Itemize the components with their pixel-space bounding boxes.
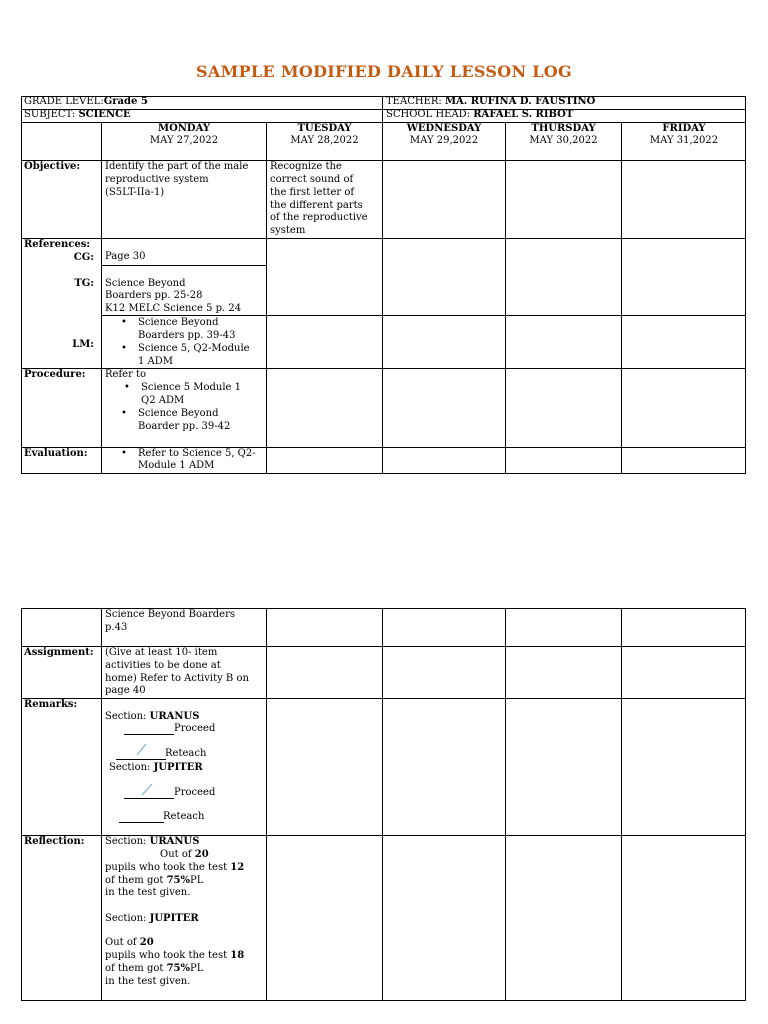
objective-tuesday-line: the first letter of	[270, 187, 355, 198]
tg-label: TG:	[74, 278, 94, 289]
assignment-line: page 40	[105, 685, 146, 696]
subject-label: SUBJECT:	[24, 109, 79, 120]
pupils-line	[105, 862, 244, 875]
pupils-label: pupils who took the test	[105, 862, 231, 873]
of-them-label: of them got	[105, 963, 167, 974]
procedure-item-line: Q2 ADM	[141, 395, 185, 406]
objective-tuesday-line: of the reproductive	[270, 212, 368, 223]
reflection-label: Reflection:	[24, 836, 85, 847]
section-label: Section:	[109, 762, 154, 773]
evaluation-label: Evaluation:	[24, 448, 88, 459]
objective-tuesday-line: correct sound of	[270, 174, 354, 185]
lm-item-line: • Science Beyond	[138, 317, 218, 330]
section-label: Section:	[105, 836, 150, 847]
objective-tuesday-line: Recognize the	[270, 161, 342, 172]
section-label: Section:	[105, 711, 150, 722]
passed-count: 12	[230, 862, 245, 873]
section-uranus	[105, 836, 199, 849]
lm-label: LM:	[72, 339, 94, 350]
grade-value: Grade 5	[103, 96, 148, 107]
pl-percent: 75%	[166, 963, 190, 974]
subject-value: SCIENCE	[78, 109, 131, 120]
objective-tuesday-line: system	[270, 225, 306, 236]
procedure-item-line: Boarder pp. 39-42	[138, 421, 231, 432]
pl-suffix: PL	[189, 875, 204, 886]
cg-value: Page 30	[105, 251, 146, 262]
pl-percent: 75%	[166, 875, 190, 886]
teacher-label: TEACHER:	[386, 96, 445, 107]
continued-line: p.43	[105, 622, 128, 633]
day-date: MAY 28,2022	[290, 135, 359, 146]
section-name: URANUS	[149, 711, 200, 722]
tg-line: K12 MELC Science 5 p. 24	[105, 303, 242, 314]
reteach-label: Reteach	[163, 811, 205, 822]
evaluation-item-line: Module 1 ADM	[138, 460, 215, 471]
out-of-line	[105, 937, 154, 950]
out-of-label: Out of	[160, 849, 195, 860]
teacher-value: MA. RUFINA D. FAUSTINO	[444, 96, 596, 107]
continued-line: Science Beyond Boarders	[105, 609, 236, 620]
day-name: TUESDAY	[297, 123, 352, 134]
assignment-line: activities to be done at	[105, 660, 221, 671]
pupils-line	[105, 950, 244, 963]
pl-suffix: PL	[189, 963, 204, 974]
out-of-line	[160, 849, 209, 862]
cg-label: CG:	[73, 252, 94, 263]
total-count: 20	[139, 937, 154, 948]
assignment-line: home) Refer to Activity B on	[105, 673, 249, 684]
objective-monday-line: Identify the part of the male	[105, 161, 249, 172]
remarks-label: Remarks:	[24, 699, 78, 710]
procedure-item-line: • Science 5 Module 1	[141, 382, 241, 395]
in-test-line: in the test given.	[105, 887, 191, 898]
school-head-label: SCHOOL HEAD:	[386, 109, 474, 120]
day-name: WEDNESDAY	[406, 123, 482, 134]
assignment-line: (Give at least 10- item	[105, 647, 218, 658]
lm-item-line: 1 ADM	[138, 356, 174, 367]
procedure-label: Procedure:	[24, 369, 86, 380]
tg-line: Boarders pp. 25-28	[105, 290, 203, 301]
objective-monday-line: (S5LT-IIa-1)	[105, 187, 165, 198]
of-them-label: of them got	[105, 875, 167, 886]
references-label: References:	[24, 239, 91, 250]
procedure-item-line: • Science Beyond	[138, 408, 218, 421]
passed-count: 18	[230, 950, 245, 961]
section-jupiter	[105, 913, 199, 926]
objective-monday-line: reproductive system	[105, 174, 209, 185]
day-name: MONDAY	[158, 123, 210, 134]
in-test-line: in the test given.	[105, 976, 191, 987]
day-date: MAY 31,2022	[649, 135, 719, 146]
total-count: 20	[194, 849, 209, 860]
section-label: Section:	[105, 913, 150, 924]
proceed-label: Proceed	[174, 723, 216, 734]
day-date: MAY 27,2022	[149, 135, 219, 146]
school-head-value: RAFAEL S. RIBOT	[473, 109, 574, 120]
procedure-intro: Refer to	[105, 369, 147, 380]
grade-label: GRADE LEVEL:	[24, 96, 104, 107]
got-line	[105, 875, 203, 888]
day-date: MAY 30,2022	[529, 135, 598, 146]
section-name: JUPITER	[149, 913, 199, 924]
assignment-label: Assignment:	[24, 647, 94, 658]
got-line	[105, 963, 203, 976]
day-name: THURSDAY	[531, 123, 596, 134]
objective-tuesday-line: the different parts	[270, 200, 363, 211]
proceed-label: Proceed	[174, 787, 216, 798]
evaluation-item-line: • Refer to Science 5, Q2-	[138, 448, 256, 461]
pupils-label: pupils who took the test	[105, 950, 231, 961]
out-of-label: Out of	[105, 937, 140, 948]
section-name: URANUS	[149, 836, 200, 847]
page-title: SAMPLE MODIFIED DAILY LESSON LOG	[196, 62, 572, 81]
lm-item-line: • Science 5, Q2-Module	[138, 343, 250, 356]
section-name: JUPITER	[153, 762, 203, 773]
lm-item-line: Boarders pp. 39-43	[138, 330, 236, 341]
day-date: MAY 29,2022	[409, 135, 479, 146]
day-name: FRIDAY	[662, 123, 706, 134]
objective-label: Objective:	[24, 161, 81, 172]
tg-line: Science Beyond	[105, 278, 186, 289]
reteach-label: Reteach	[165, 748, 207, 759]
